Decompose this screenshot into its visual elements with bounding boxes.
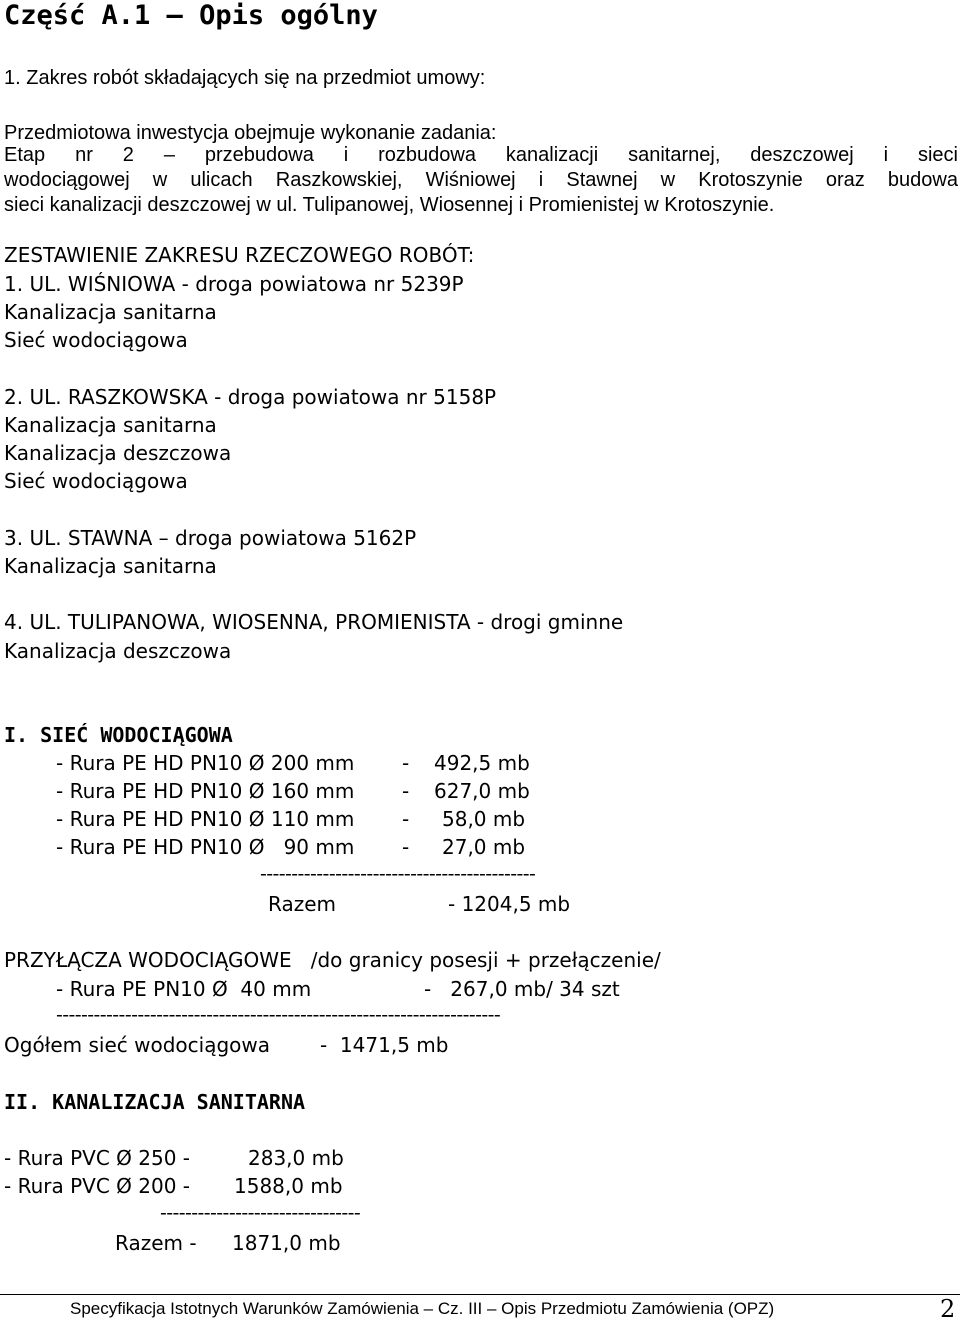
page-heading: Część A.1 – Opis ogólny bbox=[4, 0, 378, 31]
water-length: 492,5 mb bbox=[434, 751, 530, 775]
water-dash: - bbox=[402, 807, 410, 831]
sewage-pipe: - Rura PVC Ø 250 - bbox=[4, 1146, 190, 1170]
sewage-title: II. KANALIZACJA SANITARNA bbox=[4, 1090, 306, 1114]
water-total-label: Razem bbox=[268, 892, 336, 916]
street-title: 4. UL. TULIPANOWA, WIOSENNA, PROMIENISTA - drogi gminne bbox=[4, 610, 624, 634]
street-item: Sieć wodociągowa bbox=[4, 328, 188, 352]
intro-line: sieci kanalizacji deszczowej w ul. Tulipanowej, Wiosennej i Promienistej w Krotoszynie. bbox=[4, 194, 775, 216]
street-item: Kanalizacja deszczowa bbox=[4, 441, 232, 465]
street-title: 2. UL. RASZKOWSKA - droga powiatowa nr 5158P bbox=[4, 385, 497, 409]
street-item: Sieć wodociągowa bbox=[4, 469, 188, 493]
intro-line: Przedmiotowa inwestycja obejmuje wykonanie zadania: bbox=[4, 122, 497, 144]
overall-value: - 1471,5 mb bbox=[320, 1033, 449, 1057]
water-total-value: - 1204,5 mb bbox=[448, 892, 571, 916]
water-pipe: - Rura PE HD PN10 Ø 160 mm bbox=[56, 779, 355, 803]
street-item: Kanalizacja sanitarna bbox=[4, 554, 217, 578]
water-length: 627,0 mb bbox=[434, 779, 530, 803]
sewage-length: 283,0 mb bbox=[248, 1146, 344, 1170]
separator: -------------------------------- bbox=[160, 1202, 361, 1224]
water-dash: - bbox=[402, 835, 410, 859]
water-pipe: - Rura PE HD PN10 Ø 200 mm bbox=[56, 751, 355, 775]
connections-title: PRZYŁĄCZA WODOCIĄGOWE /do granicy posesji + przełączenie/ bbox=[4, 948, 661, 972]
sewage-length: 1588,0 mb bbox=[234, 1174, 343, 1198]
street-item: Kanalizacja sanitarna bbox=[4, 413, 217, 437]
intro-line: wodociągowej w ulicach Raszkowskiej, Wiśniowej i Stawnej w Krotoszynie oraz budowa bbox=[4, 169, 958, 191]
water-length: 58,0 mb bbox=[442, 807, 526, 831]
footer-text: Specyfikacja Istotnych Warunków Zamówienia – Cz. III – Opis Przedmiotu Zamówienia (OPZ) bbox=[70, 1299, 775, 1318]
street-title: 3. UL. STAWNA – droga powiatowa 5162P bbox=[4, 526, 417, 550]
water-length: 27,0 mb bbox=[442, 835, 526, 859]
street-title: 1. UL. WIŚNIOWA - droga powiatowa nr 5239P bbox=[4, 272, 464, 296]
separator: ----------------------------------------------------------------------- bbox=[56, 1004, 501, 1026]
street-item: Kanalizacja deszczowa bbox=[4, 639, 232, 663]
page-number: 2 bbox=[940, 1295, 956, 1323]
water-pipe: - Rura PE HD PN10 Ø 90 mm bbox=[56, 835, 355, 859]
water-dash: - bbox=[402, 751, 410, 775]
connection-length: - 267,0 mb/ 34 szt bbox=[424, 977, 620, 1001]
sewage-total-label: Razem - bbox=[115, 1231, 197, 1255]
section-title: 1. Zakres robót składających się na przedmiot umowy: bbox=[4, 67, 486, 89]
street-item: Kanalizacja sanitarna bbox=[4, 300, 217, 324]
water-title: I. SIEĆ WODOCIĄGOWA bbox=[4, 723, 233, 747]
footer-divider bbox=[0, 1294, 960, 1295]
water-pipe: - Rura PE HD PN10 Ø 110 mm bbox=[56, 807, 355, 831]
separator: -------------------------------------------- bbox=[260, 863, 536, 885]
water-dash: - bbox=[402, 779, 410, 803]
scope-title: ZESTAWIENIE ZAKRESU RZECZOWEGO ROBÓT: bbox=[4, 243, 475, 267]
sewage-total-value: 1871,0 mb bbox=[232, 1231, 341, 1255]
intro-line: Etap nr 2 – przebudowa i rozbudowa kanalizacji sanitarnej, deszczowej i sieci bbox=[4, 144, 958, 166]
sewage-pipe: - Rura PVC Ø 200 - bbox=[4, 1174, 190, 1198]
overall-label: Ogółem sieć wodociągowa bbox=[4, 1033, 271, 1057]
connection-pipe: - Rura PE PN10 Ø 40 mm bbox=[56, 977, 312, 1001]
